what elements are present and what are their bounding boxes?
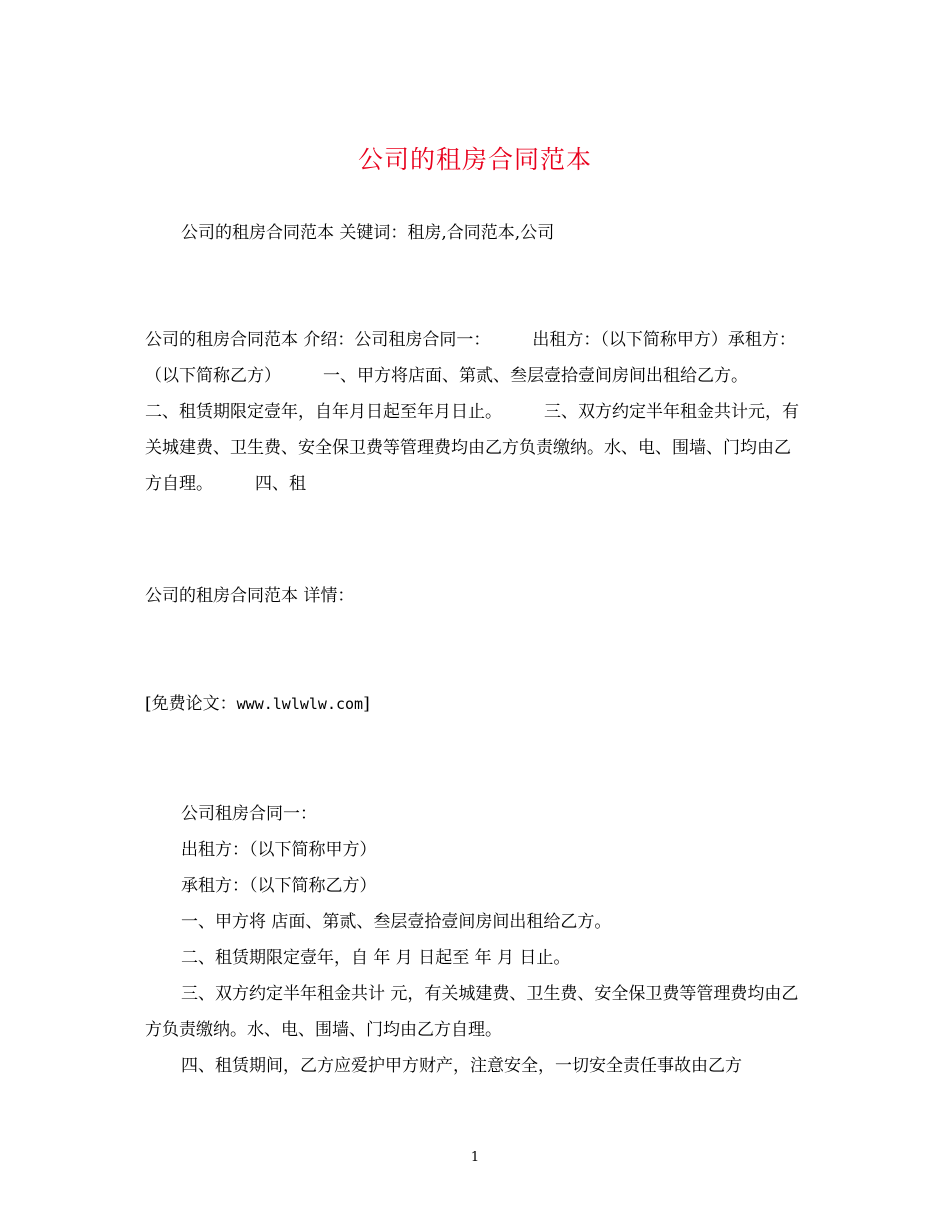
intro-segment: 四、租 [255, 474, 306, 494]
intro-segment: 出租方：（以下简称甲方）承租方：（以下简称乙方） [145, 330, 796, 386]
contract-paragraph: 三、双方约定半年租金共计 元，有关城建费、卫生费、安全保卫费等管理费均由乙方负责缴纳。水、电、围墙、门均由乙方自理。 [145, 984, 799, 1040]
intro-segment: 二、租赁期限定壹年，自年月日起至年月日止。 [145, 402, 502, 422]
contract-paragraph: 承租方：（以下简称乙方） [181, 876, 377, 896]
contract-paragraph: 一、甲方将 店面、第贰、叁层壹拾壹间房间出租给乙方。 [181, 912, 612, 932]
intro-paragraph [145, 322, 805, 502]
source-prefix: [免费论文： [145, 694, 237, 714]
contract-paragraph: 四、租赁期间，乙方应爱护甲方财产，注意安全，一切安全责任事故由乙方 [181, 1056, 742, 1076]
details-heading: 公司的租房合同范本 详情： [145, 586, 355, 606]
page-number: 1 [470, 1150, 480, 1165]
contract-paragraph: 二、租赁期限定壹年，自 年 月 日起至 年 月 日止。 [181, 948, 571, 968]
source-suffix: ] [363, 694, 370, 714]
keywords-line: 公司的租房合同范本 关键词：租房,合同范本,公司 [181, 223, 555, 243]
source-url-link[interactable]: www.lwlwlw.com [236, 695, 364, 713]
intro-segment: 三、双方约定半年租金共计元，有关城建费、卫生费、安全保卫费等管理费均由乙方负责缴纳。水、电、围墙、门均由乙方自理。 [145, 402, 799, 494]
intro-segment: 一、甲方将店面、第贰、叁层壹拾壹间房间出租给乙方。 [323, 366, 748, 386]
document-title: 公司的租房合同范本 [357, 145, 592, 174]
contract-body [145, 796, 805, 1084]
contract-paragraph: 出租方：（以下简称甲方） [181, 840, 377, 860]
intro-segment: 公司的租房合同范本 介绍：公司租房合同一： [145, 330, 491, 350]
source-line [145, 686, 805, 722]
contract-paragraph: 公司租房合同一： [181, 804, 317, 824]
